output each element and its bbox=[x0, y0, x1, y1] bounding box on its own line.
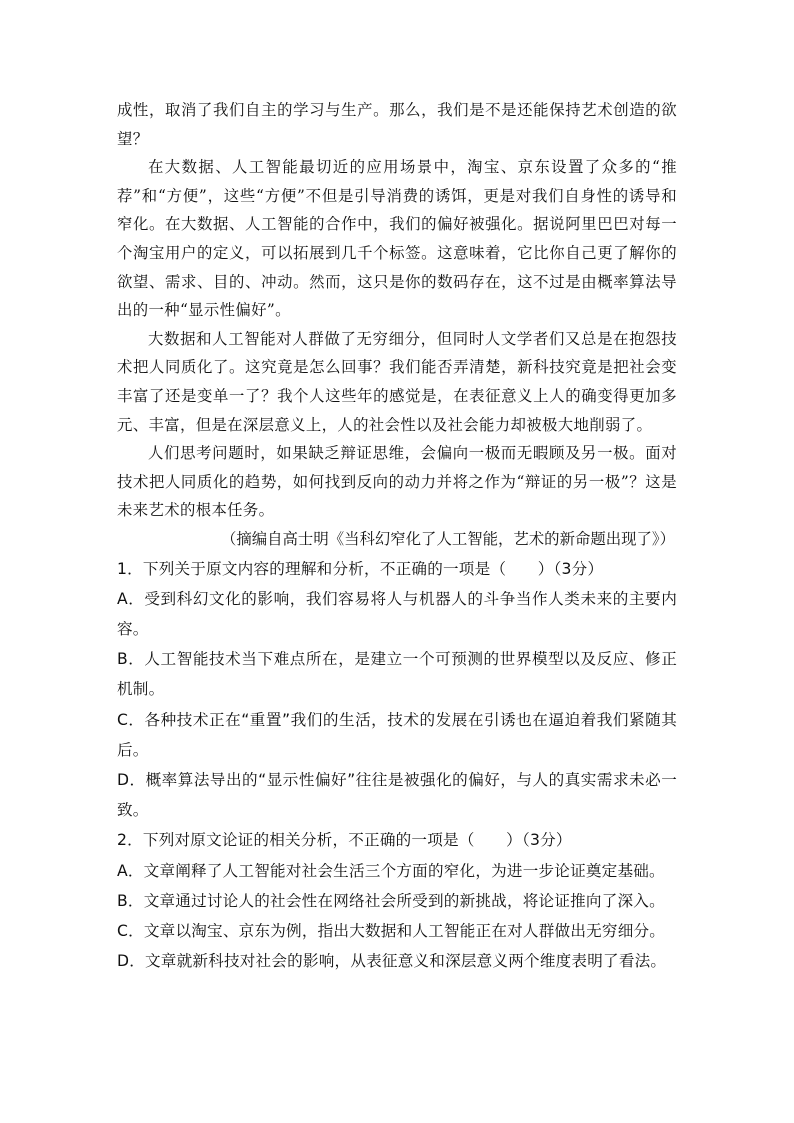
passage-paragraph-3: 大数据和人工智能对人群做了无穷细分，但同时人文学者们又总是在抱怨技术把人同质化了。这究竟是怎么回事？我们能否弄清楚，新科技究竟是把社会变丰富了还是变单一了？我个人这些年的感觉是，在表征意义上人的确变得更加多元、丰富，但是在深层意义上，人的社会性以及社会能力却被极大地削弱了。 bbox=[117, 329, 677, 434]
question-list bbox=[117, 554, 677, 977]
question-2-option-b: B．文章通过讨论人的社会性在网络社会所受到的新挑战，将论证推向了深入。 bbox=[117, 891, 665, 910]
passage-paragraph-1: 成性，取消了我们自主的学习与生产。那么，我们是不是还能保持艺术创造的欲望？ bbox=[117, 101, 677, 148]
question-2-option-d: D．文章就新科技对社会的影响，从表征意义和深层意义两个维度表明了看法。 bbox=[117, 952, 667, 971]
question-2-option-c: C．文章以淘宝、京东为例，指出大数据和人工智能正在对人群做出无穷细分。 bbox=[117, 921, 666, 940]
question-1-option-b: B．人工智能技术当下难点所在，是建立一个可预测的世界模型以及反应、修正机制。 bbox=[117, 650, 677, 699]
question-2 bbox=[117, 825, 677, 976]
question-1-stem: 1．下列关于原文内容的理解和分析，不正确的一项是（ ）（3分） bbox=[117, 559, 604, 578]
document-content bbox=[117, 96, 677, 976]
question-1 bbox=[117, 554, 677, 826]
question-2-option-a: A．文章阐释了人工智能对社会生活三个方面的窄化，为进一步论证奠定基础。 bbox=[117, 861, 665, 880]
question-1-option-d: D．概率算法导出的“显示性偏好”往往是被强化的偏好，与人的真实需求未必一致。 bbox=[117, 770, 677, 820]
question-1-option-c: C．各种技术正在“重置”我们的生活，技术的发展在引诱也在逼迫着我们紧随其后。 bbox=[117, 710, 677, 759]
passage-source: （摘编自高士明《当科幻窄化了人工智能，艺术的新命题出现了》） bbox=[220, 529, 675, 548]
question-2-stem: 2．下列对原文论证的相关分析，不正确的一项是（ ）（3分） bbox=[117, 831, 572, 850]
passage-paragraph-4: 人们思考问题时，如果缺乏辩证思维，会偏向一极而无暇顾及另一极。面对技术把人同质化的趋势，如何找到反向的动力并将之作为“辩证的另一极”？这是未来艺术的根本任务。 bbox=[117, 444, 677, 520]
passage bbox=[117, 96, 677, 554]
passage-paragraph-2: 在大数据、人工智能最切近的应用场景中，淘宝、京东设置了众多的“推荐”和“方便”，这些“方便”不但是引导消费的诱饵，更是对我们自身性的诱导和窄化。在大数据、人工智能的合作中，我们的偏好被强化。据说阿里巴巴对每一个淘宝用户的定义，可以拓展到几千个标签。这意味着，它比你自己更了解你的欲望、需求、目的、冲动。然而，这只是你的数码存在，这不过是由概率算法导出的一种“显示性偏好”。 bbox=[117, 158, 677, 320]
question-1-option-a: A．受到科幻文化的影响，我们容易将人与机器人的斗争当作人类未来的主要内容。 bbox=[117, 589, 677, 638]
